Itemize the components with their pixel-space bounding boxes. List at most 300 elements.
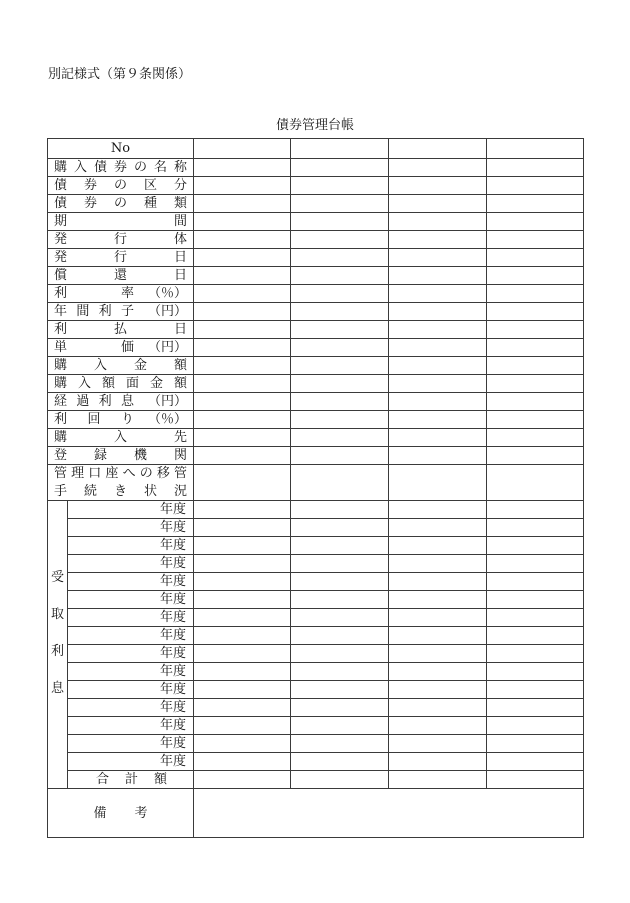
label-char: 利 [54,286,68,301]
label-char: 間 [76,304,90,319]
fiscal-year-label: 年度 [160,556,187,571]
row-label [54,449,187,462]
interest-year-row [48,555,584,573]
fiscal-year-label-cell [68,591,194,609]
fiscal-year-label-cell [68,609,194,627]
label-char: 単 [54,340,68,355]
label-char: 購 [54,160,68,175]
label-char: き [114,484,128,499]
label-char: 座 [105,466,119,481]
label-char: 登 [54,448,68,463]
data-cell [389,139,487,159]
interest-year-row [48,519,584,537]
label-char: 日 [174,268,188,283]
data-cell [291,627,389,645]
ledger-row [48,321,584,339]
data-cell [389,231,487,249]
interest-year-row [48,681,584,699]
label-char: 債 [54,178,68,193]
data-cell [389,465,487,501]
data-cell [389,267,487,285]
data-cell [194,429,291,447]
data-cell [389,771,487,789]
label-char: 取 [50,606,64,622]
data-cell [487,339,584,357]
data-cell [291,771,389,789]
data-cell [194,159,291,177]
data-cell [389,537,487,555]
fiscal-year-label: 年度 [160,682,187,697]
interest-year-row [48,699,584,717]
data-cell [194,645,291,663]
no-header-cell [48,139,194,159]
ledger-row [48,393,584,411]
data-cell [291,645,389,663]
data-cell [389,573,487,591]
ledger-row [48,339,584,357]
data-cell [291,303,389,321]
label-char: の [114,178,128,193]
fiscal-year-label-cell [68,627,194,645]
label-char: 移 [156,466,170,481]
label-char: 続 [84,484,98,499]
data-cell [487,285,584,303]
row-label-cell [48,429,194,447]
fiscal-year-label: 年度 [160,574,187,589]
row-label-cell [48,213,194,231]
data-cell [194,663,291,681]
data-cell [389,177,487,195]
interest-year-row [48,735,584,753]
label-char: 息 [50,680,64,696]
label-char: 償 [54,268,68,283]
fiscal-year-label: 年度 [160,520,187,535]
label-char: 入 [78,376,92,391]
ledger-body [48,139,584,838]
data-cell [487,753,584,771]
data-cell [194,357,291,375]
label-char: 機 [134,448,148,463]
label-char: 発 [54,232,68,247]
data-cell [389,159,487,177]
data-cell [389,645,487,663]
row-label-cell [48,321,194,339]
label-char: 管 [54,466,68,481]
data-cell [389,285,487,303]
interest-group-label [48,571,67,719]
row-label-with-unit [54,413,187,426]
fiscal-year-label-cell [68,681,194,699]
data-cell [389,447,487,465]
row-label-cell [48,447,194,465]
data-cell [487,429,584,447]
label-char: 過 [76,394,90,409]
interest-year-row [48,609,584,627]
data-cell [194,519,291,537]
data-cell [389,501,487,519]
data-cell [389,681,487,699]
row-label-with-unit [54,341,187,354]
data-cell [487,249,584,267]
data-cell [389,411,487,429]
data-cell [389,555,487,573]
row-label [54,251,187,264]
row-label [54,179,187,192]
transfer-status-label [54,467,187,498]
ledger-row [48,177,584,195]
ledger-row [48,159,584,177]
data-cell [291,375,389,393]
row-unit: （円） [148,304,188,319]
fiscal-year-label: 年度 [160,664,187,679]
label-char: 年 [54,304,68,319]
data-cell [487,393,584,411]
data-cell [291,339,389,357]
row-unit: （円） [148,340,188,355]
no-header-label: No [110,141,131,156]
data-cell [487,321,584,339]
data-cell [194,177,291,195]
data-cell [389,321,487,339]
label-char: 額 [102,376,116,391]
data-cell [291,177,389,195]
data-cell [487,213,584,231]
label-char: 債 [94,160,108,175]
label-char: 還 [114,268,128,283]
interest-group-cell [48,501,68,789]
data-cell [389,663,487,681]
data-cell [291,609,389,627]
data-cell [487,555,584,573]
data-cell [291,519,389,537]
data-cell [291,447,389,465]
data-cell [291,537,389,555]
transfer-status-row [48,465,584,501]
data-cell [291,681,389,699]
data-cell [194,249,291,267]
data-cell [487,717,584,735]
label-char: 券 [84,178,98,193]
label-char: 払 [114,322,128,337]
data-cell [194,447,291,465]
data-cell [487,177,584,195]
data-cell [291,555,389,573]
data-cell [389,429,487,447]
data-cell [194,501,291,519]
data-cell [194,735,291,753]
row-label-cell [48,375,194,393]
fiscal-year-label-cell [68,717,194,735]
data-cell [291,267,389,285]
label-char: 日 [174,250,188,265]
row-label [54,305,134,318]
interest-year-row [48,663,584,681]
data-cell [487,699,584,717]
label-char: 先 [174,430,188,445]
label-char: の [114,196,128,211]
transfer-status-line [54,467,187,480]
data-cell [291,501,389,519]
fiscal-year-label: 年度 [160,502,187,517]
row-label-cell [48,195,194,213]
data-cell [291,393,389,411]
label-char: り [120,412,134,427]
data-cell [389,735,487,753]
ledger-row [48,267,584,285]
ledger-row [48,411,584,429]
data-cell [194,303,291,321]
ledger-row [48,357,584,375]
row-unit: （％） [148,286,188,301]
data-cell [389,753,487,771]
row-label-with-unit [54,305,187,318]
row-label [54,215,187,228]
label-char: 計 [125,772,139,787]
label-char: 分 [174,178,188,193]
label-char: の [134,160,148,175]
interest-total-label-cell [68,771,194,789]
data-cell [194,139,291,159]
fiscal-year-label: 年度 [160,628,187,643]
data-cell [194,555,291,573]
data-cell [389,357,487,375]
data-cell [291,159,389,177]
label-char: 利 [98,304,112,319]
data-cell [291,429,389,447]
fiscal-year-label-cell [68,501,194,519]
data-cell [194,231,291,249]
interest-total-label [96,773,167,786]
label-char: 債 [54,196,68,211]
data-cell [389,699,487,717]
label-char: 息 [120,394,134,409]
data-cell [487,139,584,159]
label-char: 面 [126,376,140,391]
data-cell [194,609,291,627]
data-cell [291,249,389,267]
row-label [54,323,187,336]
remarks-label-cell [48,789,194,838]
bond-ledger-table [47,138,584,838]
interest-year-row [48,717,584,735]
data-cell [291,465,389,501]
label-char: 理 [71,466,85,481]
row-label-cell [48,357,194,375]
data-cell [487,645,584,663]
ledger-row [48,231,584,249]
row-label [54,413,134,426]
label-char: 額 [174,376,188,391]
row-label [54,341,134,354]
label-char: 期 [54,214,68,229]
data-cell [389,393,487,411]
data-cell [487,447,584,465]
data-cell [389,609,487,627]
data-cell [389,213,487,231]
fiscal-year-label: 年度 [160,700,187,715]
data-cell [194,393,291,411]
row-label [54,233,187,246]
data-cell [194,411,291,429]
data-cell [194,717,291,735]
row-unit: （円） [148,394,188,409]
data-cell [194,627,291,645]
label-char: 口 [88,466,102,481]
row-label-with-unit [54,395,187,408]
data-cell [291,591,389,609]
row-label-cell [48,339,194,357]
label-char: 管 [173,466,187,481]
ledger-row [48,375,584,393]
data-cell [291,663,389,681]
data-cell [291,321,389,339]
fiscal-year-label: 年度 [160,646,187,661]
interest-year-row [48,591,584,609]
data-cell [291,699,389,717]
remarks-row [48,789,584,838]
ledger-row [48,429,584,447]
data-cell [194,771,291,789]
data-cell [487,231,584,249]
fiscal-year-label-cell [68,645,194,663]
fiscal-year-label-cell [68,537,194,555]
ledger-row [48,447,584,465]
fiscal-year-label: 年度 [160,610,187,625]
data-cell [194,321,291,339]
data-cell [194,375,291,393]
data-cell [291,139,389,159]
interest-year-row [48,753,584,771]
data-cell [194,699,291,717]
data-cell [194,573,291,591]
data-cell [389,627,487,645]
label-char: 利 [54,322,68,337]
label-char: 発 [54,250,68,265]
interest-total-row [48,771,584,789]
ledger-row [48,213,584,231]
label-char: 録 [94,448,108,463]
data-cell [194,267,291,285]
label-char: 利 [98,394,112,409]
data-cell [389,303,487,321]
fiscal-year-label-cell [68,573,194,591]
fiscal-year-label-cell [68,663,194,681]
row-label [54,269,187,282]
label-char: 区 [144,178,158,193]
data-cell [389,249,487,267]
label-char: 回 [87,412,101,427]
label-char: 入 [114,430,128,445]
fiscal-year-label-cell [68,753,194,771]
label-char: 種 [144,196,158,211]
row-label-cell [48,159,194,177]
row-label-cell [48,231,194,249]
row-label-cell [48,411,194,429]
row-label-cell [48,393,194,411]
label-char: 関 [174,448,188,463]
data-cell [194,537,291,555]
label-char: 子 [120,304,134,319]
label-char: 手 [54,484,68,499]
data-cell [291,753,389,771]
remarks-label [54,807,187,820]
label-char: 購 [54,358,68,373]
data-cell [291,213,389,231]
label-char: 状 [144,484,158,499]
row-label-with-unit [54,287,187,300]
data-cell [487,591,584,609]
label-char: 行 [114,250,128,265]
label-char: 率 [120,286,134,301]
data-cell [487,537,584,555]
row-label-cell [48,303,194,321]
data-cell [487,573,584,591]
fiscal-year-label: 年度 [160,718,187,733]
label-char: 利 [54,412,68,427]
data-cell [389,339,487,357]
data-cell [194,195,291,213]
data-cell [291,195,389,213]
data-cell [194,285,291,303]
label-char: 受 [50,569,64,585]
row-label [54,377,187,390]
row-label-cell [48,177,194,195]
data-cell [487,159,584,177]
label-char: 体 [174,232,188,247]
label-char: 間 [174,214,188,229]
row-label [54,395,134,408]
data-cell [487,663,584,681]
label-char: 購 [54,430,68,445]
label-char: 利 [50,643,64,659]
row-unit: （％） [148,412,188,427]
label-char: 行 [114,232,128,247]
data-cell [487,501,584,519]
data-cell [194,591,291,609]
label-char: 額 [174,358,188,373]
data-cell [389,717,487,735]
label-char: 考 [134,805,148,821]
label-char: の [139,466,153,481]
label-char: 金 [150,376,164,391]
data-cell [291,285,389,303]
data-cell [194,465,291,501]
row-label [54,161,187,174]
fiscal-year-label: 年度 [160,754,187,769]
data-cell [291,573,389,591]
data-cell [487,735,584,753]
transfer-status-label-cell [48,465,194,501]
fiscal-year-label: 年度 [160,592,187,607]
fiscal-year-label-cell [68,699,194,717]
label-char: 券 [114,160,128,175]
data-cell [194,213,291,231]
interest-year-row [48,627,584,645]
label-char: 合 [96,772,110,787]
row-label [54,359,187,372]
row-label [54,197,187,210]
data-cell [487,357,584,375]
data-cell [389,195,487,213]
label-char: へ [122,466,136,481]
label-char: 入 [74,160,88,175]
data-cell [291,735,389,753]
data-cell [194,339,291,357]
data-cell [487,771,584,789]
data-cell [487,195,584,213]
label-char: 価 [120,340,134,355]
ledger-title: 債券管理台帳 [275,118,354,133]
